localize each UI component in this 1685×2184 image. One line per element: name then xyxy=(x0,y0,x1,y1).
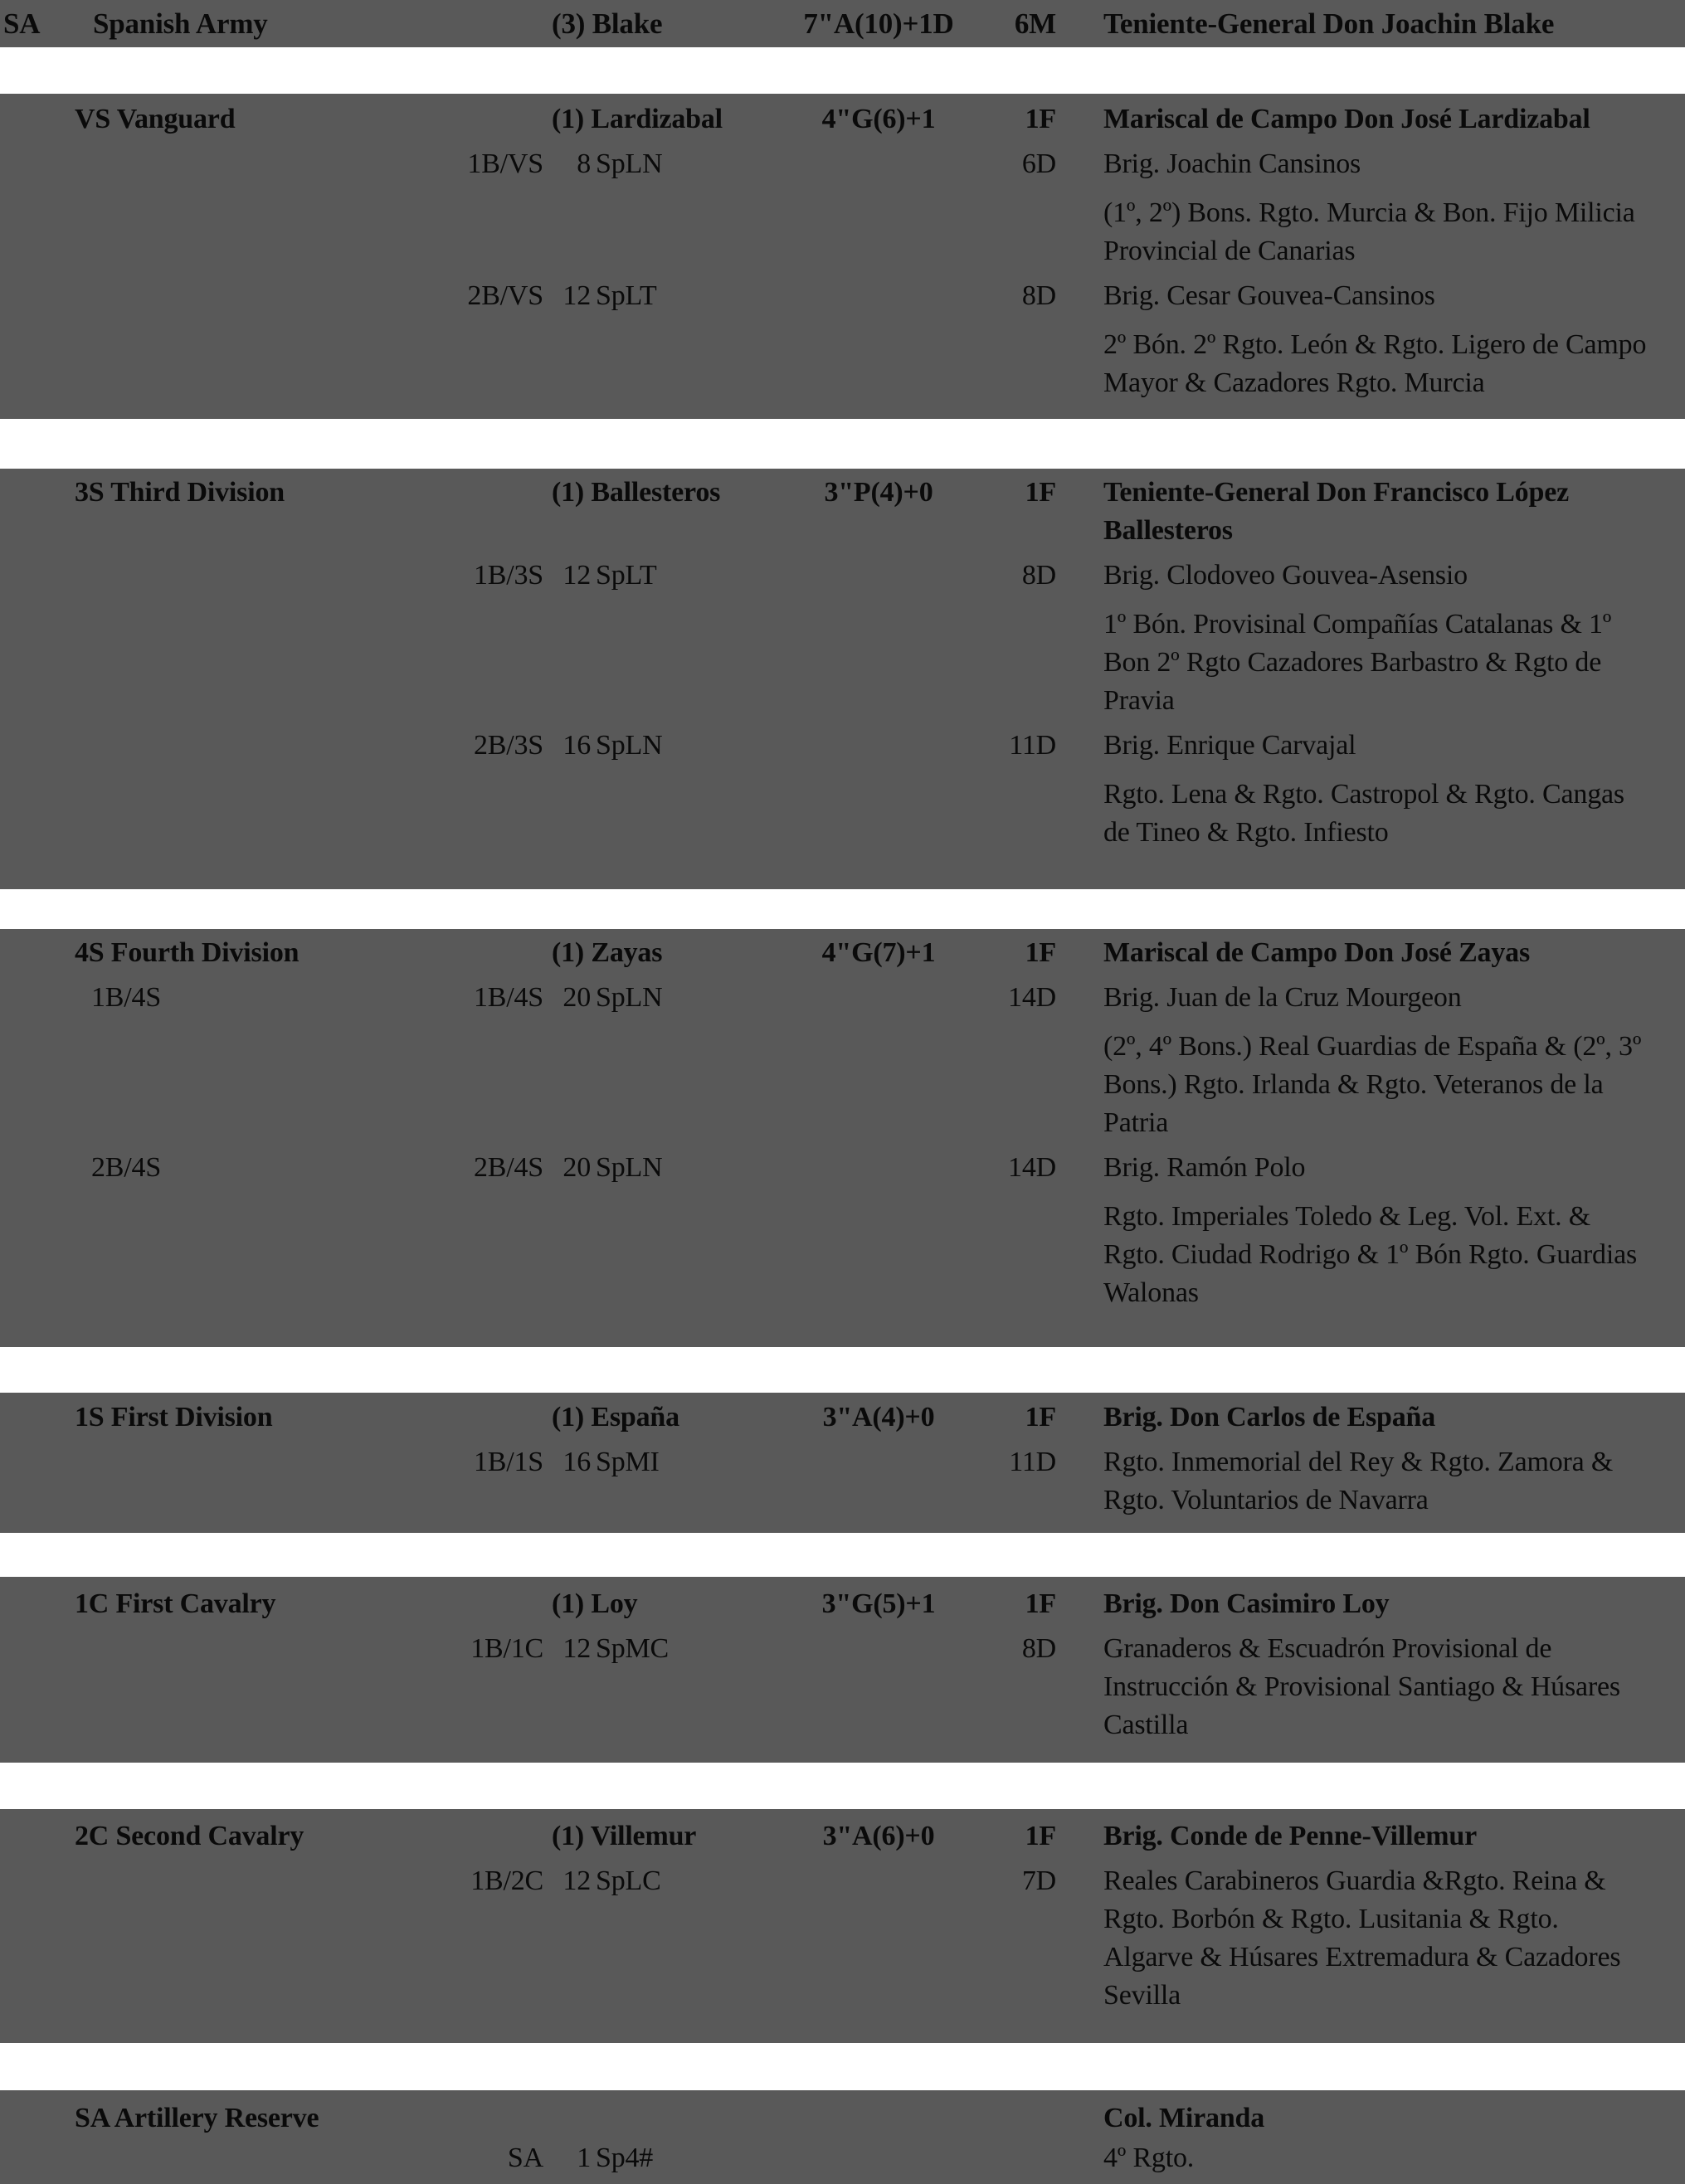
unit-id: 1B/1C xyxy=(470,1633,543,1664)
unit-row xyxy=(0,145,1685,270)
rating-spacer xyxy=(799,1630,958,1631)
unit-officer: Brig. Clodoveo Gouvea-Asensio xyxy=(1103,560,1468,591)
section-rows xyxy=(0,1862,1685,2015)
section-header xyxy=(0,2099,1685,2138)
section-general: Brig. Conde de Penne-Villemur xyxy=(1103,1821,1478,1851)
unit-id: 1B/VS xyxy=(467,148,543,179)
unit-type: SpLN xyxy=(596,982,663,1013)
section-rating: 3"A(6)+0 xyxy=(822,1821,935,1851)
unit-type: SpMI xyxy=(596,1447,660,1477)
unit-row xyxy=(0,2139,1685,2177)
unit-id: 2B/VS xyxy=(467,280,543,311)
unit-detail-cell xyxy=(1056,277,1685,402)
unit-type: SpMC xyxy=(596,1633,670,1664)
unit-row xyxy=(0,1149,1685,1312)
unit-detail-cell xyxy=(1056,2139,1685,2177)
section-commander xyxy=(440,2099,799,2100)
section-flag: 1F xyxy=(1025,937,1056,968)
unit-fatigue: 14D xyxy=(1008,1152,1056,1183)
unit-detail-cell xyxy=(1056,727,1685,852)
section-flag: 1F xyxy=(1025,104,1056,134)
section-flag: 1F xyxy=(1025,1821,1056,1851)
unit-type: SpLN xyxy=(596,1152,663,1183)
unit-type: SpLN xyxy=(596,148,663,179)
unit-id: SA xyxy=(507,2143,543,2173)
unit-left-id xyxy=(0,277,440,278)
unit-strength: 20 xyxy=(562,1152,591,1183)
section-commander: (1) España xyxy=(552,1402,679,1432)
unit-detail-cell xyxy=(1056,1630,1685,1744)
section-header xyxy=(0,934,1685,972)
unit-type: Sp4# xyxy=(596,2143,654,2173)
rating-spacer xyxy=(799,2139,958,2140)
unit-composition: Granaderos & Escuadrón Provisional de Instrucción & Provisional Santiago & Húsares Castilla xyxy=(1103,1633,1620,1740)
section-general: Mariscal de Campo Don José Zayas xyxy=(1103,937,1530,968)
unit-composition: (1º, 2º) Bons. Rgto. Murcia & Bon. Fijo Milicia Provincial de Canarias xyxy=(1103,197,1635,266)
unit-strength: 20 xyxy=(562,982,591,1013)
section-general: Mariscal de Campo Don José Lardizabal xyxy=(1103,104,1590,134)
unit-detail-cell xyxy=(1056,1149,1685,1312)
unit-strength: 12 xyxy=(562,1865,591,1896)
unit-id: 1B/1S xyxy=(473,1447,543,1477)
unit-left-id xyxy=(0,1443,440,1444)
section-band xyxy=(0,1809,1685,2043)
unit-row xyxy=(0,557,1685,720)
unit-id: 1B/2C xyxy=(470,1865,543,1896)
section-general: Brig. Don Carlos de España xyxy=(1103,1402,1436,1432)
section-commander: (1) Villemur xyxy=(552,1821,697,1851)
unit-row xyxy=(0,1630,1685,1744)
section-commander: (1) Loy xyxy=(552,1588,638,1619)
unit-officer: Brig. Juan de la Cruz Mourgeon xyxy=(1103,982,1462,1013)
section-rows xyxy=(0,2139,1685,2177)
section-band xyxy=(0,2090,1685,2184)
unit-officer: Brig. Cesar Gouvea-Cansinos xyxy=(1103,280,1435,311)
rating-spacer xyxy=(799,1149,958,1150)
unit-composition: 4º Rgto. xyxy=(1103,2143,1195,2173)
unit-strength: 12 xyxy=(562,280,591,311)
army-commander: (3) Blake xyxy=(552,7,663,40)
section-rows xyxy=(0,557,1685,852)
rating-spacer xyxy=(799,1862,958,1863)
unit-composition: 2º Bón. 2º Rgto. León & Rgto. Ligero de Campo Mayor & Cazadores Rgto. Murcia xyxy=(1103,329,1647,398)
unit-composition: Rgto. Lena & Rgto. Castropol & Rgto. Cangas de Tineo & Rgto. Infiesto xyxy=(1103,779,1624,848)
section-id: 1C First Cavalry xyxy=(75,1588,276,1619)
section-flag: 1F xyxy=(1025,1402,1056,1432)
unit-row xyxy=(0,1443,1685,1520)
unit-row xyxy=(0,727,1685,852)
unit-row xyxy=(0,1862,1685,2015)
unit-fatigue: 7D xyxy=(1021,1865,1056,1896)
section-rows xyxy=(0,1443,1685,1520)
unit-left-id xyxy=(0,2139,440,2140)
section-commander: (1) Ballesteros xyxy=(552,477,721,508)
unit-fatigue: 8D xyxy=(1021,280,1056,311)
unit-left-id xyxy=(0,145,440,146)
unit-id: 1B/4S xyxy=(473,982,543,1013)
section-header xyxy=(0,1398,1685,1437)
unit-officer: Brig. Joachin Cansinos xyxy=(1103,148,1361,179)
unit-fatigue: 11D xyxy=(1009,730,1056,761)
army-band xyxy=(0,0,1685,47)
unit-composition: 1º Bón. Provisinal Compañías Catalanas & 1º Bon 2º Rgto Cazadores Barbastro & Rgto de Pravia xyxy=(1103,609,1612,716)
unit-id: 1B/3S xyxy=(473,560,543,591)
section-rows xyxy=(0,145,1685,402)
section-id: 4S Fourth Division xyxy=(75,937,300,968)
army-title: Spanish Army xyxy=(93,7,268,40)
section-band xyxy=(0,469,1685,889)
section-header xyxy=(0,474,1685,550)
section-general: Col. Miranda xyxy=(1103,2103,1265,2133)
unit-type: SpLT xyxy=(596,560,657,591)
army-morale: 6M xyxy=(1014,7,1056,40)
section-commander: (1) Zayas xyxy=(552,937,663,968)
section-id: 1S First Division xyxy=(75,1402,273,1432)
unit-type: SpLT xyxy=(596,280,657,311)
section-band xyxy=(0,1393,1685,1533)
section-flag xyxy=(958,2099,1056,2100)
rating-spacer xyxy=(799,145,958,146)
unit-strength: 16 xyxy=(562,730,591,761)
sections-container xyxy=(0,94,1685,2184)
unit-left-id: 1B/4S xyxy=(91,982,162,1013)
unit-type: SpLC xyxy=(596,1865,661,1896)
unit-strength: 8 xyxy=(577,148,591,179)
unit-fatigue: 8D xyxy=(1021,560,1056,591)
section-id: 2C Second Cavalry xyxy=(75,1821,304,1851)
unit-id: 2B/3S xyxy=(473,730,543,761)
rating-spacer xyxy=(799,979,958,980)
unit-composition: (2º, 4º Bons.) Real Guardias de España & (2º, 3º Bons.) Rgto. Irlanda & Rgto. Veteranos de la Patria xyxy=(1103,1031,1642,1138)
section-general: Teniente-General Don Francisco López Ballesteros xyxy=(1103,477,1569,546)
unit-officer: Brig. Ramón Polo xyxy=(1103,1152,1306,1183)
unit-detail-cell xyxy=(1056,1443,1685,1520)
unit-composition: Rgto. Inmemorial del Rey & Rgto. Zamora & Rgto. Voluntarios de Navarra xyxy=(1103,1447,1614,1515)
rating-spacer xyxy=(799,277,958,278)
unit-detail-cell xyxy=(1056,145,1685,270)
section-id: 3S Third Division xyxy=(75,477,285,508)
unit-officer: Brig. Enrique Carvajal xyxy=(1103,730,1356,761)
section-rating: 3"A(4)+0 xyxy=(822,1402,935,1432)
army-general: Teniente-General Don Joachin Blake xyxy=(1103,7,1555,40)
unit-row xyxy=(0,979,1685,1142)
unit-type: SpLN xyxy=(596,730,663,761)
unit-strength: 12 xyxy=(562,560,591,591)
section-rating: 4"G(6)+1 xyxy=(821,104,936,134)
unit-composition: Reales Carabineros Guardia &Rgto. Reina & Rgto. Borbón & Rgto. Lusitania & Rgto. Algarve & Húsares Extremadura & Cazadores Sevilla xyxy=(1103,1865,1621,2011)
section-rating xyxy=(799,2099,958,2100)
section-id: SA Artillery Reserve xyxy=(75,2103,319,2133)
section-rating: 3"G(5)+1 xyxy=(821,1588,936,1619)
unit-fatigue: 8D xyxy=(1021,1633,1056,1664)
army-rating: 7"A(10)+1D xyxy=(803,7,954,40)
section-band xyxy=(0,94,1685,419)
unit-fatigue: 11D xyxy=(1009,1447,1056,1477)
unit-left-id: 2B/4S xyxy=(91,1152,162,1183)
section-rows xyxy=(0,1630,1685,1744)
unit-strength: 12 xyxy=(562,1633,591,1664)
section-flag: 1F xyxy=(1025,1588,1056,1619)
section-band xyxy=(0,1577,1685,1763)
unit-left-id xyxy=(0,1630,440,1631)
army-id: SA xyxy=(3,7,41,40)
section-header xyxy=(0,100,1685,139)
unit-fatigue xyxy=(958,2139,1056,2140)
rating-spacer xyxy=(799,1443,958,1444)
unit-composition: Rgto. Imperiales Toledo & Leg. Vol. Ext. & Rgto. Ciudad Rodrigo & 1º Bón Rgto. Guardias Walonas xyxy=(1103,1201,1638,1308)
unit-detail-cell xyxy=(1056,979,1685,1142)
section-commander: (1) Lardizabal xyxy=(552,104,723,134)
unit-fatigue: 6D xyxy=(1021,148,1056,179)
section-rating: 4"G(7)+1 xyxy=(821,937,936,968)
section-header xyxy=(0,1585,1685,1623)
section-band xyxy=(0,929,1685,1347)
section-flag: 1F xyxy=(1025,477,1056,508)
unit-detail-cell xyxy=(1056,557,1685,720)
army-id-cell xyxy=(0,5,440,43)
section-header xyxy=(0,1817,1685,1856)
section-general: Brig. Don Casimiro Loy xyxy=(1103,1588,1390,1619)
section-rating: 3"P(4)+0 xyxy=(824,477,933,508)
unit-strength: 16 xyxy=(562,1447,591,1477)
unit-left-id xyxy=(0,1862,440,1863)
unit-detail-cell xyxy=(1056,1862,1685,2015)
section-rows xyxy=(0,979,1685,1312)
unit-fatigue: 14D xyxy=(1008,982,1056,1013)
unit-strength: 1 xyxy=(577,2143,591,2173)
unit-id: 2B/4S xyxy=(473,1152,543,1183)
unit-row xyxy=(0,277,1685,402)
section-id: VS Vanguard xyxy=(75,104,236,134)
